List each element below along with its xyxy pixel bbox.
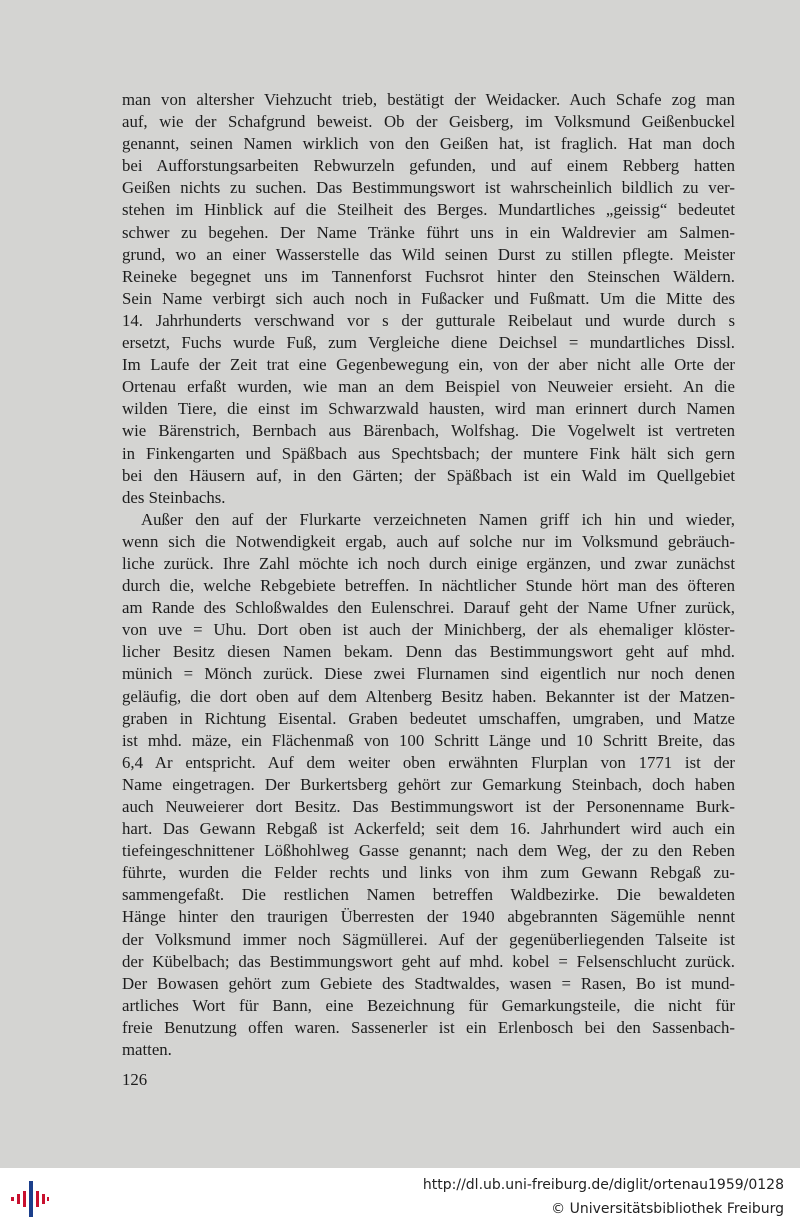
text-line: licher Besitz diesen Namen bekam. Denn das Bestimmungswort geht auf mhd. <box>122 642 735 662</box>
text-line: auch Neuweierer dort Besitz. Das Bestimmungswort ist der Personenname Burk- <box>122 797 735 816</box>
text-line: der Volksmund immer noch Sägmüllerei. Auf der gegenüberliegenden Talseite ist <box>122 929 735 949</box>
text-line: Im Laufe der Zeit trat eine Gegenbewegung ein, von der aber nicht alle Orte der <box>122 355 735 375</box>
logo-bar <box>11 1197 14 1201</box>
text-line: 6,4 Ar entspricht. Auf dem weiter oben erwähnten Flurplan von 1771 ist der <box>122 752 735 772</box>
copyright-text: © Universitätsbibliothek Freiburg <box>551 1201 784 1217</box>
text-line: wilden Tiere, die einst im Schwarzwald hausten, wird man erinnert durch Namen <box>122 399 735 419</box>
logo-bar <box>36 1191 39 1207</box>
text-line: graben in Richtung Eisental. Graben bedeutet umschaffen, umgraben, und Matze <box>122 708 735 728</box>
logo-bar <box>47 1197 49 1201</box>
logo-bar <box>17 1194 20 1204</box>
text-line: ersetzt, Fuchs wurde Fuß, zum Vergleiche diene Deichsel = mundartliches Dissl. <box>122 333 735 353</box>
text-line: matten. <box>122 1040 172 1060</box>
text-line: münich = Mönch zurück. Diese zwei Flurnamen sind eigentlich nur noch denen <box>122 664 735 684</box>
page-number: 126 <box>122 1070 148 1089</box>
text-line: geläufig, die dort oben auf dem Altenberg Besitz haben. Bekannter ist der Matzen- <box>122 686 735 706</box>
logo-bar <box>29 1181 33 1217</box>
text-line: führte, wurden die Felder rechts und links von ihm zum Gewann Rebgaß zu- <box>122 863 735 883</box>
text-line: man von altersher Viehzucht trieb, bestätigt der Weidacker. Auch Schafe zog man <box>122 90 735 109</box>
text-line: am Rande des Schloßwaldes den Eulenschrei. Darauf geht der Name Ufner zurück, <box>122 598 735 618</box>
text-line: des Steinbachs. <box>122 487 226 507</box>
ub-freiburg-logo-icon <box>10 1179 50 1219</box>
text-line: Geißen nichts zu suchen. Das Bestimmungswort ist wahrscheinlich bildlich zu ver- <box>122 178 735 198</box>
text-line: 14. Jahrhunderts verschwand vor s der gutturale Reibelaut und wurde durch s <box>122 310 735 330</box>
text-line: der Kübelbach; das Bestimmungswort geht auf mhd. kobel = Felsenschlucht zurück. <box>122 951 735 971</box>
text-line: Reineke begegnet uns im Tannenforst Fuchsrot hinter den Steinschen Wäldern. <box>122 266 735 286</box>
text-line: Ortenau erfaßt wurden, wie man an dem Beispiel von Neuweier ersieht. An die <box>122 377 735 397</box>
text-line: wie Bärenstrich, Bernbach aus Bärenbach, Wolfshag. Die Vogelwelt ist vertreten <box>122 421 735 441</box>
logo-bar <box>42 1194 45 1204</box>
text-line: stehen im Hinblick auf die Steilheit des Berges. Mundartliches „geissig“ bedeutet <box>122 200 735 220</box>
text-line: tiefeingeschnittener Lößhohlweg Gasse genannt; nach dem Weg, der zu den Reben <box>122 841 735 861</box>
text-line: liche zurück. Ihre Zahl möchte ich noch durch einige ergänzen, und zwar zunächst <box>122 553 735 573</box>
text-line: in Finkengarten und Späßbach aus Spechtsbach; der muntere Fink hält sich gern <box>122 443 735 463</box>
logo-bar <box>23 1191 26 1207</box>
library-footer <box>0 1168 800 1226</box>
text-line: bei den Häusern auf, in den Gärten; der Späßbach ist ein Wald im Quellgebiet <box>122 465 735 485</box>
text-line: Der Bowasen gehört zum Gebiete des Stadtwaldes, wasen = Rasen, Bo ist mund- <box>122 973 735 993</box>
text-line: schwer zu begehen. Der Name Tränke führt uns in ein Waldrevier am Salmen- <box>122 222 735 242</box>
body-text <box>122 89 735 1061</box>
text-line: freie Benutzung offen waren. Sassenerler ist ein Erlenbosch bei den Sassenbach- <box>122 1017 735 1037</box>
text-line: sammengefaßt. Die restlichen Namen betreffen Waldbezirke. Die bewaldeten <box>122 885 735 905</box>
source-url-link[interactable]: http://dl.ub.uni-freiburg.de/diglit/ortenau1959/0128 <box>422 1177 784 1193</box>
text-line: Name eingetragen. Der Burkertsberg gehört zur Gemarkung Steinbach, doch haben <box>122 774 735 794</box>
text-line: Hänge hinter den traurigen Überresten der 1940 abgebrannten Sägemühle nennt <box>122 907 735 927</box>
text-line: auf, wie der Schafgrund beweist. Ob der Geisberg, im Volksmund Geißenbuckel <box>122 112 735 132</box>
text-line: wenn sich die Notwendigkeit ergab, auch auf solche nur im Volksmund gebräuch- <box>122 531 735 551</box>
text-line: grund, wo an einer Wasserstelle das Wild seinen Durst zu stillen pflegte. Meister <box>122 244 735 264</box>
text-line: Sein Name verbirgt sich auch noch in Fußacker und Fußmatt. Um die Mitte des <box>122 288 735 308</box>
text-line: artliches Wort für Bann, eine Bezeichnung für Gemarkungsteile, die nicht für <box>122 995 735 1015</box>
text-line: ist mhd. mäze, ein Flächenmaß von 100 Schritt Länge und 10 Schritt Breite, das <box>122 730 735 750</box>
text-line: genannt, seinen Namen wirklich von den Geißen hat, ist fraglich. Hat man doch <box>122 134 735 154</box>
text-line: von uve = Uhu. Dort oben ist auch der Minichberg, der als ehemaliger klöster- <box>122 620 735 640</box>
text-line: hart. Das Gewann Rebgaß ist Ackerfeld; seit dem 16. Jahrhundert wird auch ein <box>122 819 735 839</box>
text-line: bei Aufforstungsarbeiten Rebwurzeln gefunden, und auf einem Rebberg hatten <box>122 156 735 176</box>
text-line: Außer den auf der Flurkarte verzeichneten Namen griff ich hin und wieder, <box>141 509 735 529</box>
text-line: durch die, welche Rebgebiete betreffen. In nächtlicher Stunde hört man des öfteren <box>122 576 735 596</box>
